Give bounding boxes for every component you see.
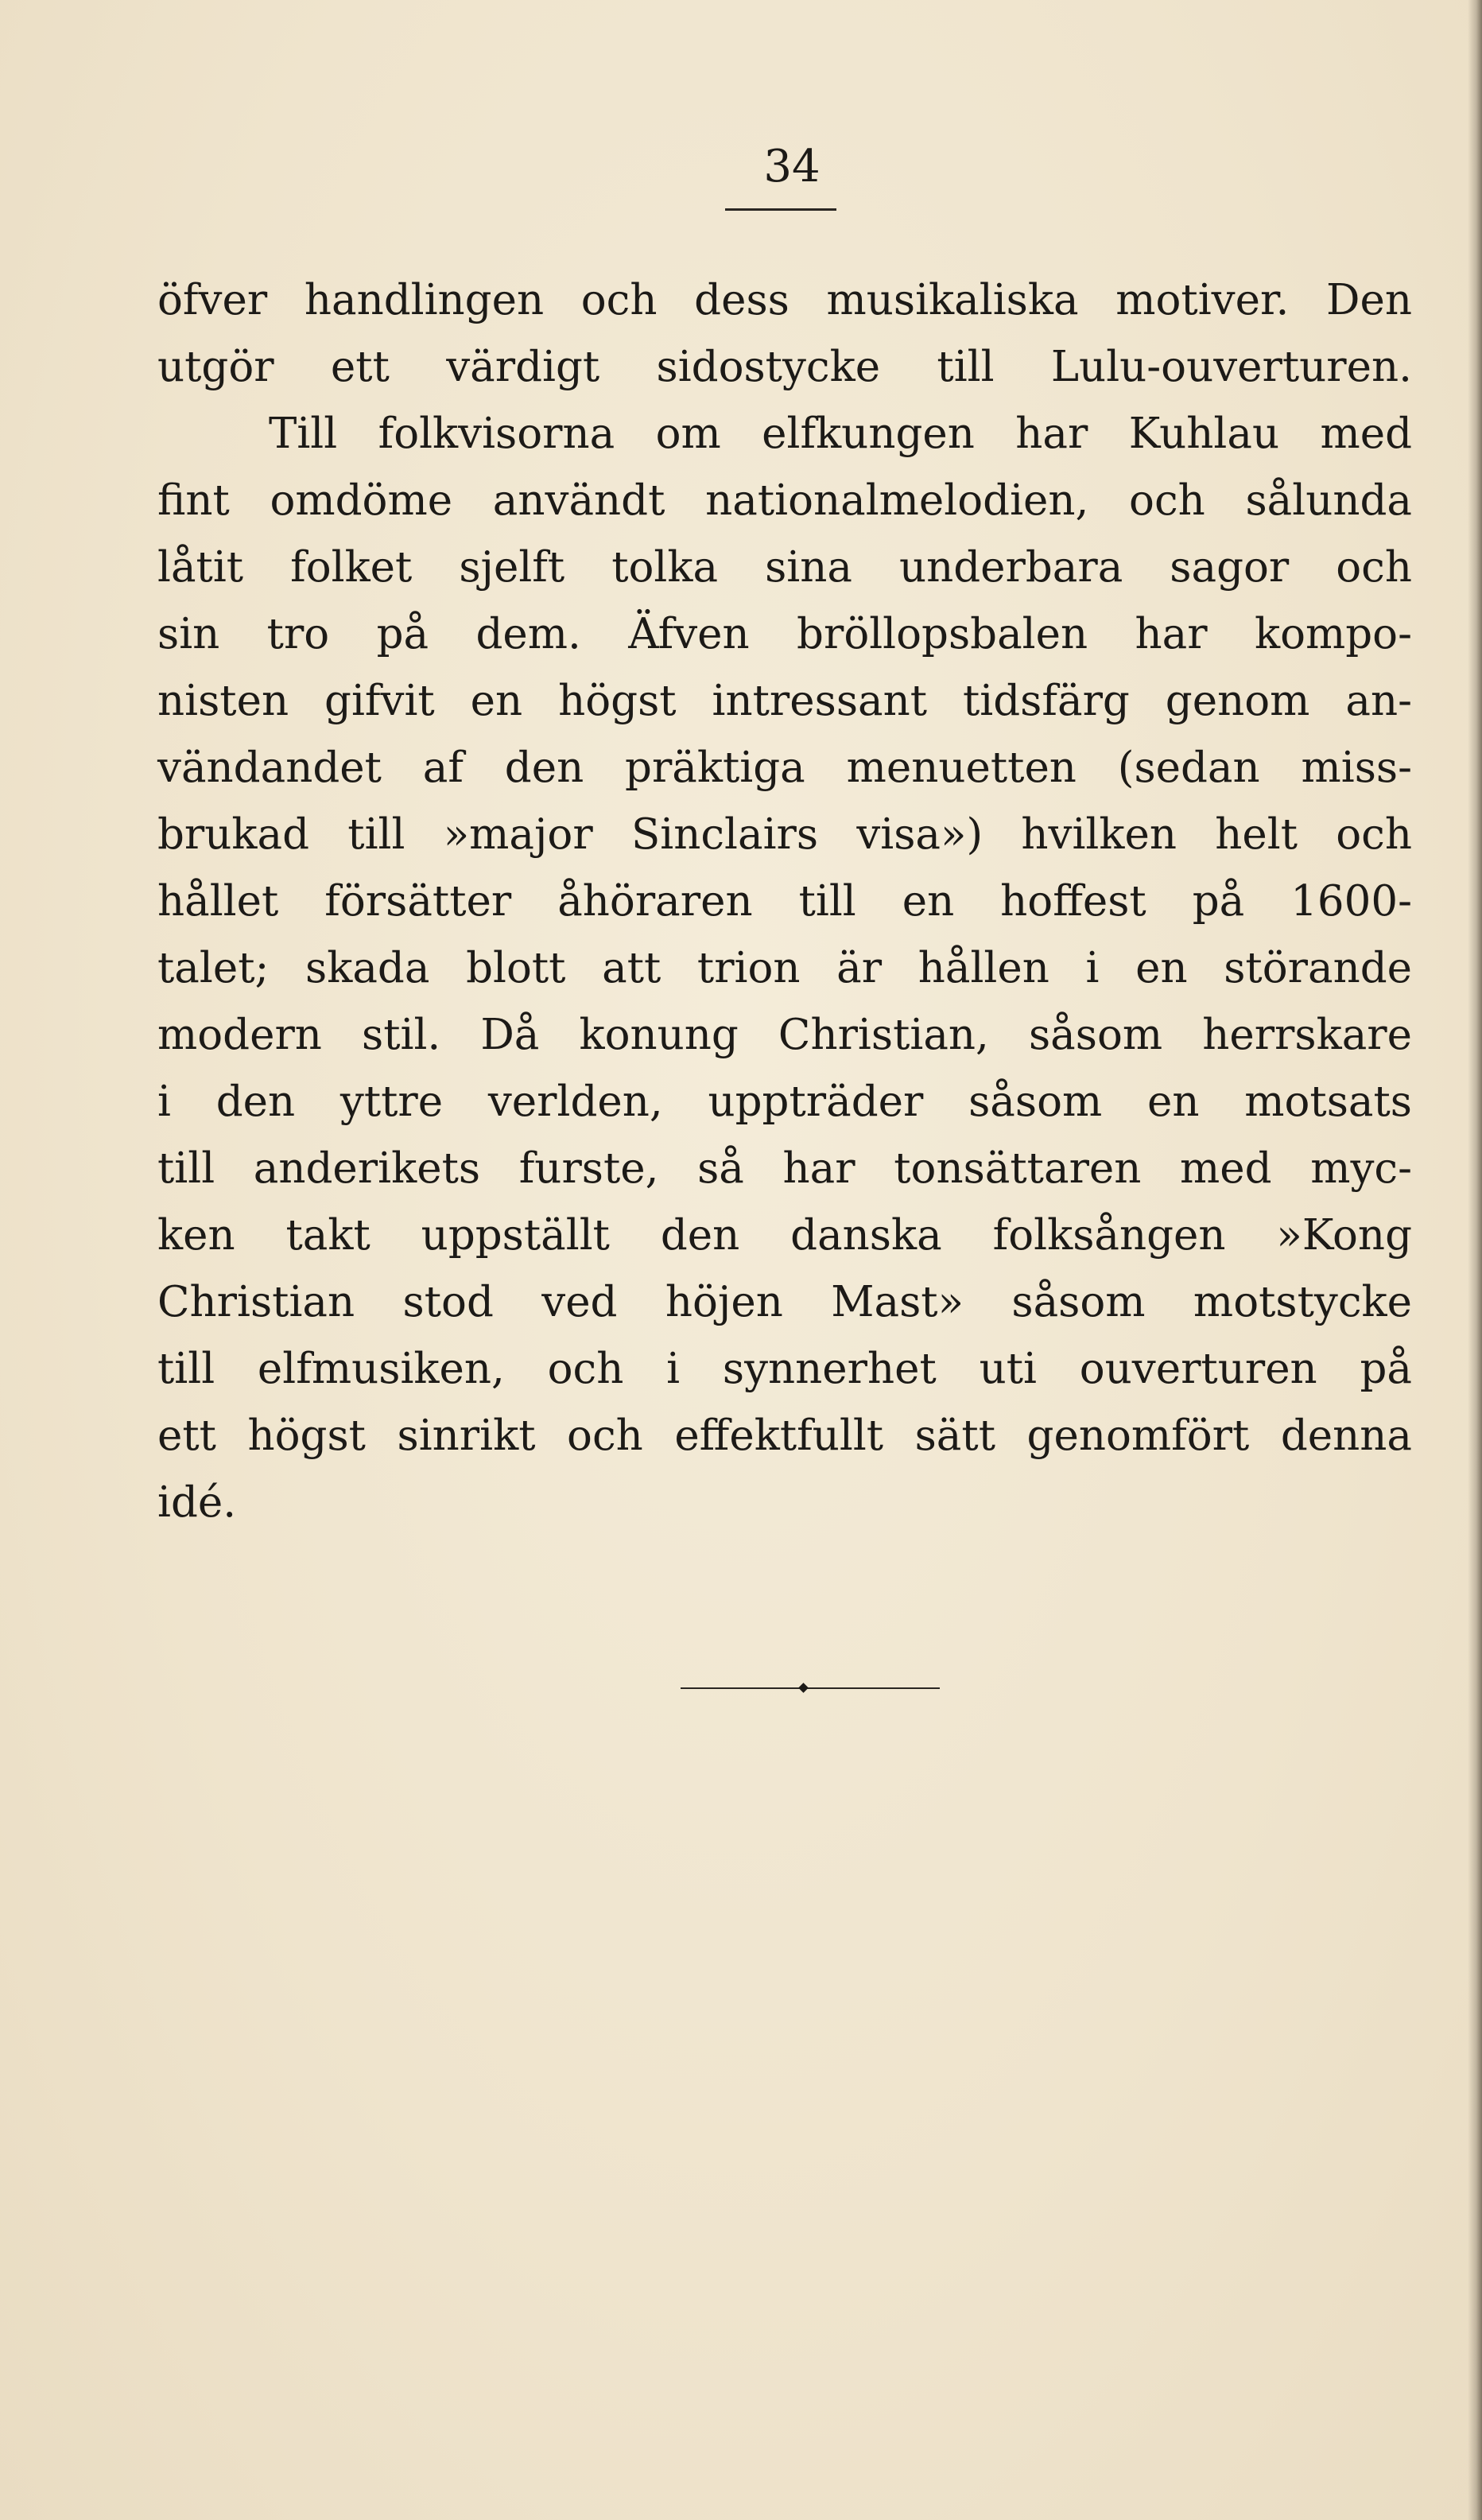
section-end-ornament	[681, 1683, 940, 1693]
text-line: ken takt uppställt den danska folksången »Kong	[157, 1211, 1412, 1260]
text-line: nisten gifvit en högst intressant tidsfärg genom an-	[157, 677, 1412, 725]
text-line: låtit folket sjelft tolka sina underbara sagor och	[157, 543, 1412, 592]
text-line: sin tro på dem. Äfven bröllopsbalen har kompo-	[157, 610, 1412, 658]
text-line: till anderikets furste, så har tonsättaren med myc-	[157, 1144, 1412, 1193]
text-line: hållet försätter åhöraren till en hoffest på 1600-	[157, 877, 1412, 926]
diamond-icon	[798, 1683, 809, 1693]
text-line: brukad till »major Sinclairs visa») hvilken helt och	[157, 810, 1412, 859]
text-line: vändandet af den präktiga menuetten (sedan miss-	[157, 744, 1412, 792]
text-line: Till folkvisorna om elfkungen har Kuhlau med	[269, 410, 1412, 458]
page-number: 34	[763, 141, 821, 192]
page-number-underline	[725, 208, 836, 211]
text-line: modern stil. Då konung Christian, såsom herrskare	[157, 1011, 1412, 1059]
text-line: i den yttre verlden, uppträder såsom en motsats	[157, 1078, 1412, 1126]
ornament-rule	[681, 1687, 940, 1689]
body-paragraph	[157, 267, 1412, 1536]
page-edge-shadow	[1468, 0, 1482, 2520]
text-line: idé.	[157, 1478, 237, 1527]
text-line: talet; skada blott att trion är hållen i en störande	[157, 944, 1412, 992]
text-line: till elfmusiken, och i synnerhet uti ouverturen på	[157, 1345, 1412, 1393]
text-line: utgör ett värdigt sidostycke till Lulu-ouverturen.	[157, 343, 1412, 391]
text-line: ett högst sinrikt och effektfullt sätt genomfört denna	[157, 1411, 1412, 1460]
text-line: öfver handlingen och dess musikaliska motiver. Den	[157, 276, 1412, 324]
text-line: fint omdöme användt nationalmelodien, och sålunda	[157, 476, 1412, 525]
text-line: Christian stod ved höjen Mast» såsom motstycke	[157, 1278, 1412, 1326]
